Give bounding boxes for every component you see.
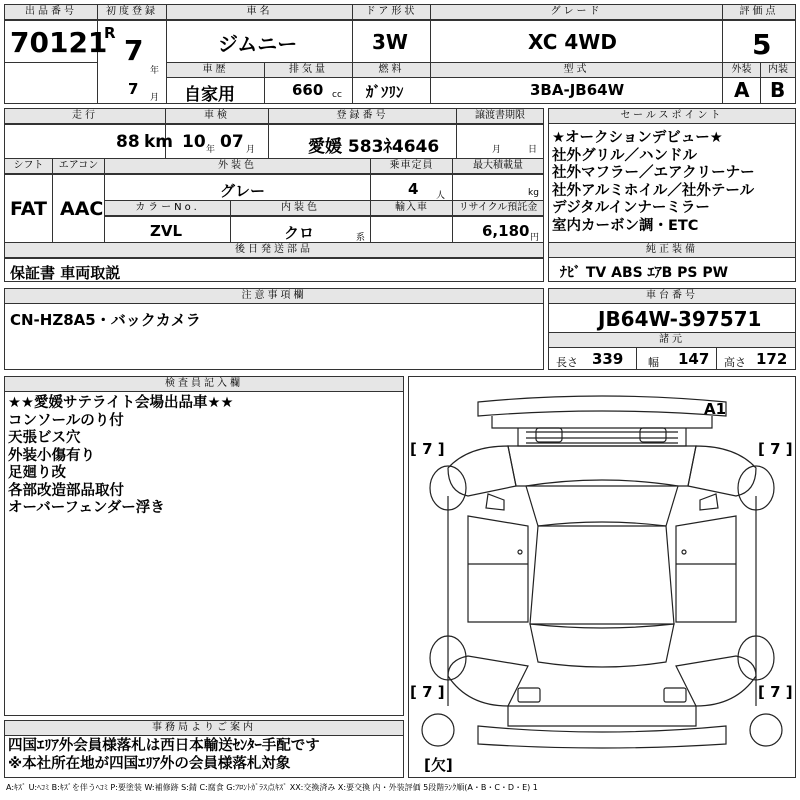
- inspector-note: ★★愛媛サテライト会場出品車★★: [8, 395, 234, 411]
- load-label: 最大積載量: [453, 159, 543, 174]
- door: 3W: [372, 30, 408, 54]
- interior-color-label: 内装色: [231, 201, 370, 216]
- inspector-note: 各部改造部品取付: [8, 482, 124, 499]
- sales-point: ★オークションデビュー★: [552, 130, 723, 146]
- inspector-note: オーバーフェンダー浮き: [8, 500, 165, 516]
- sales-point: 社外アルミホイル／社外テール: [552, 182, 755, 199]
- model-label: 型式: [431, 63, 722, 78]
- chassis-label: 車台番号: [549, 289, 795, 304]
- score: 5: [752, 28, 772, 61]
- score-label: 評価点: [723, 5, 795, 20]
- import-label: 輸入車: [371, 201, 452, 216]
- grade: XC 4WD: [528, 30, 617, 54]
- inspection-month: 07: [220, 132, 244, 152]
- later-parts-label: 後日発送部品: [5, 243, 543, 258]
- exterior-grade: A: [734, 78, 750, 102]
- ac: AAC: [60, 198, 104, 220]
- sales-point: 社外マフラー／エアクリーナー: [552, 165, 755, 181]
- transfer-month-unit: 月: [492, 145, 502, 155]
- era: R: [104, 24, 116, 42]
- recycle-unit: 円: [530, 233, 540, 243]
- ac-label: エアコン: [53, 159, 104, 174]
- later-parts: 保証書 車両取説: [10, 264, 121, 282]
- shift-label: シフト: [5, 159, 52, 174]
- tire-rear-left: [ 7 ]: [410, 683, 445, 701]
- inspector-label: 検査員記入欄: [5, 377, 403, 392]
- month-unit: 月: [150, 93, 160, 103]
- door-label: ドア形状: [353, 5, 430, 20]
- transfer-day-unit: 日: [528, 145, 538, 155]
- interior-label: 内装: [761, 63, 795, 78]
- displacement: 660: [292, 81, 324, 99]
- interior-grade: B: [770, 78, 786, 102]
- transfer-label: 譲渡書期限: [457, 109, 543, 124]
- displacement-label: 排気量: [265, 63, 352, 78]
- model: 3BA-JB64W: [530, 81, 625, 99]
- first-reg-year: 7: [124, 34, 144, 67]
- office-label: 事務局よりご案内: [5, 721, 403, 736]
- tire-front-left: [ 7 ]: [410, 440, 445, 458]
- width: 147: [678, 350, 710, 368]
- damage-mark: A1: [704, 400, 727, 418]
- grade-label: グレード: [431, 5, 722, 20]
- first-reg-month: 7: [128, 80, 139, 98]
- capacity-label: 乗車定員: [371, 159, 452, 174]
- car-name: ジムニー: [218, 32, 298, 56]
- inspector-note: コンソールのり付: [8, 412, 124, 429]
- sales-point: 室内カーボン調・ETC: [552, 217, 699, 234]
- color-no: ZVL: [150, 222, 183, 240]
- legend: A:ｷｽﾞ U:ﾍｺﾐ B:ｷｽﾞを伴うﾍｺﾐ P:要塗装 W:補修跡 S:錆 C:腐食 G:ﾌﾛﾝﾄｶﾞﾗｽ点ｷｽﾞ XX:交換済み X:要交換 内・外装評価 5段階ﾗﾝｸ順(A・B・C・D・E) 1: [6, 783, 538, 792]
- color-label: 外装色: [105, 159, 370, 174]
- color: グレー: [220, 182, 266, 200]
- inspection-label: 車検: [166, 109, 268, 124]
- height: 172: [756, 350, 788, 368]
- sales-points-label: セールスポイント: [549, 109, 795, 124]
- first-reg-label: 初度登録: [98, 5, 166, 20]
- height-label: 高さ: [724, 356, 746, 369]
- interior-color: クロ: [284, 224, 315, 242]
- lot-number: 70121: [10, 26, 108, 59]
- capacity-unit: 人: [436, 191, 446, 201]
- mileage-label: 走行: [5, 109, 165, 124]
- spare-tire-status: [欠]: [424, 756, 453, 774]
- mileage-unit: km: [144, 132, 174, 152]
- sales-point: デジタルインナーミラー: [552, 200, 710, 216]
- displacement-unit: cc: [332, 90, 342, 100]
- plate-label: 登録番号: [269, 109, 456, 124]
- recycle-label: リサイクル預託金: [453, 201, 543, 216]
- year-unit: 年: [150, 66, 160, 76]
- fuel: ｶﾞｿﾘﾝ: [366, 83, 404, 101]
- exterior-label: 外装: [723, 63, 760, 78]
- inspector-note: 天張ビス穴: [8, 430, 81, 446]
- car-diagram: [408, 376, 796, 778]
- chassis-number: JB64W-397571: [598, 307, 762, 331]
- capacity: 4: [408, 180, 419, 198]
- load-unit: kg: [528, 188, 539, 198]
- inspection-month-unit: 月: [246, 145, 256, 155]
- history-label: 車歴: [167, 63, 264, 78]
- dims-label: 諸元: [549, 333, 795, 348]
- inspection-year-unit: 年: [206, 145, 216, 155]
- tire-rear-right: [ 7 ]: [758, 683, 793, 701]
- equipment: ﾅﾋﾞ TV ABS ｴｱB PS PW: [560, 265, 729, 281]
- office-note: 四国ｴﾘｱ外会員様落札は西日本輸送ｾﾝﾀｰ手配です: [8, 738, 320, 754]
- inspector-note: 足廻り改: [8, 465, 66, 481]
- car-name-label: 車名: [167, 5, 352, 20]
- notes-label: 注意事項欄: [5, 289, 543, 304]
- fuel-label: 燃料: [353, 63, 430, 78]
- sales-point: 社外グリル／ハンドル: [552, 147, 697, 164]
- notes-text: CN-HZ8A5・バックカメラ: [10, 311, 201, 329]
- width-label: 幅: [648, 356, 659, 369]
- length: 339: [592, 350, 624, 368]
- recycle: 6,180: [482, 222, 530, 240]
- history: 自家用: [184, 85, 235, 105]
- interior-color-unit: 系: [356, 233, 366, 243]
- inspection-year: 10: [182, 132, 206, 152]
- office-note: ※本社所在地が四国ｴﾘｱ外の会員様落札対象: [8, 755, 291, 772]
- shift: FAT: [10, 198, 47, 220]
- lot-label: 出品番号: [5, 5, 97, 20]
- mileage: 88: [116, 132, 140, 152]
- office-notes: [8, 738, 320, 773]
- length-label: 長さ: [556, 356, 578, 369]
- color-no-label: カラーNo.: [105, 201, 230, 216]
- sales-points-list: [552, 130, 755, 235]
- inspector-note: 外装小傷有り: [8, 447, 95, 464]
- tire-front-right: [ 7 ]: [758, 440, 793, 458]
- plate-number: 愛媛 583ﾈ4646: [308, 137, 440, 157]
- equipment-label: 純正装備: [549, 243, 795, 258]
- inspector-notes: [8, 395, 234, 518]
